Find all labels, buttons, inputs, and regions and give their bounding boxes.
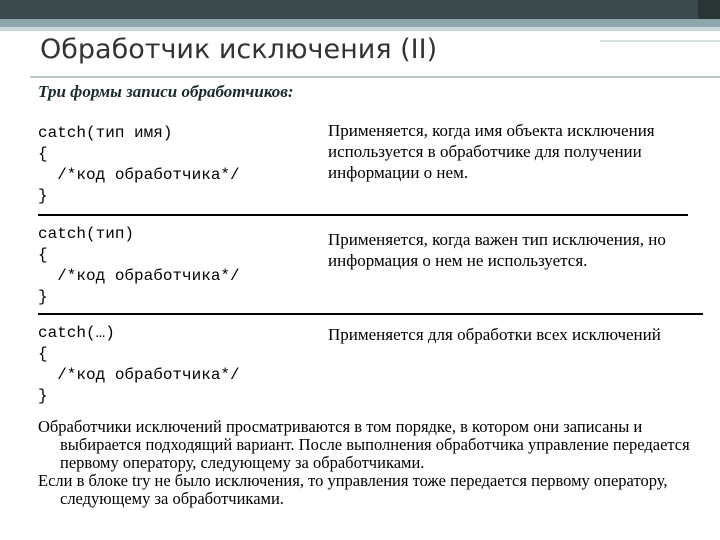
footer-paragraph: Если в блоке try не было исключения, то управления тоже передается первому оператору, следующему за обработчиками. — [38, 471, 668, 508]
footer-notes — [38, 418, 708, 508]
title-underline — [30, 76, 720, 78]
header-accent-bar — [0, 19, 720, 27]
slide-subtitle: Три формы записи обработчиков: — [38, 82, 294, 101]
header-bar — [0, 0, 720, 19]
code-block-catch-type: catch(тип) { /*код обработчика*/ } — [38, 225, 240, 306]
code-block-catch-type-name: catch(тип имя) { /*код обработчика*/ } — [38, 124, 240, 205]
description-catch-type: Применяется, когда важен тип исключения, но информация о нем не используется. — [328, 230, 666, 270]
header-accent-bar-light — [0, 27, 720, 31]
header-bar-segment — [698, 0, 720, 19]
row-divider — [38, 313, 703, 315]
title-decoration-line — [600, 40, 720, 42]
footer-paragraph: Обработчики исключений просматриваются в том порядке, в котором они записаны и выбирается подходящий вариант. После выполнения обработчика управление передается первому оператору, следующему за обработчиками. — [38, 417, 690, 472]
slide-title: Обработчик исключения (II) — [40, 34, 438, 65]
row-divider — [38, 214, 688, 216]
description-catch-all: Применяется для обработки всех исключений — [328, 325, 661, 344]
code-block-catch-all: catch(…) { /*код обработчика*/ } — [38, 324, 240, 405]
description-catch-type-name: Применяется, когда имя объекта исключения используется в обработчике для получении информации о нем. — [328, 121, 655, 182]
